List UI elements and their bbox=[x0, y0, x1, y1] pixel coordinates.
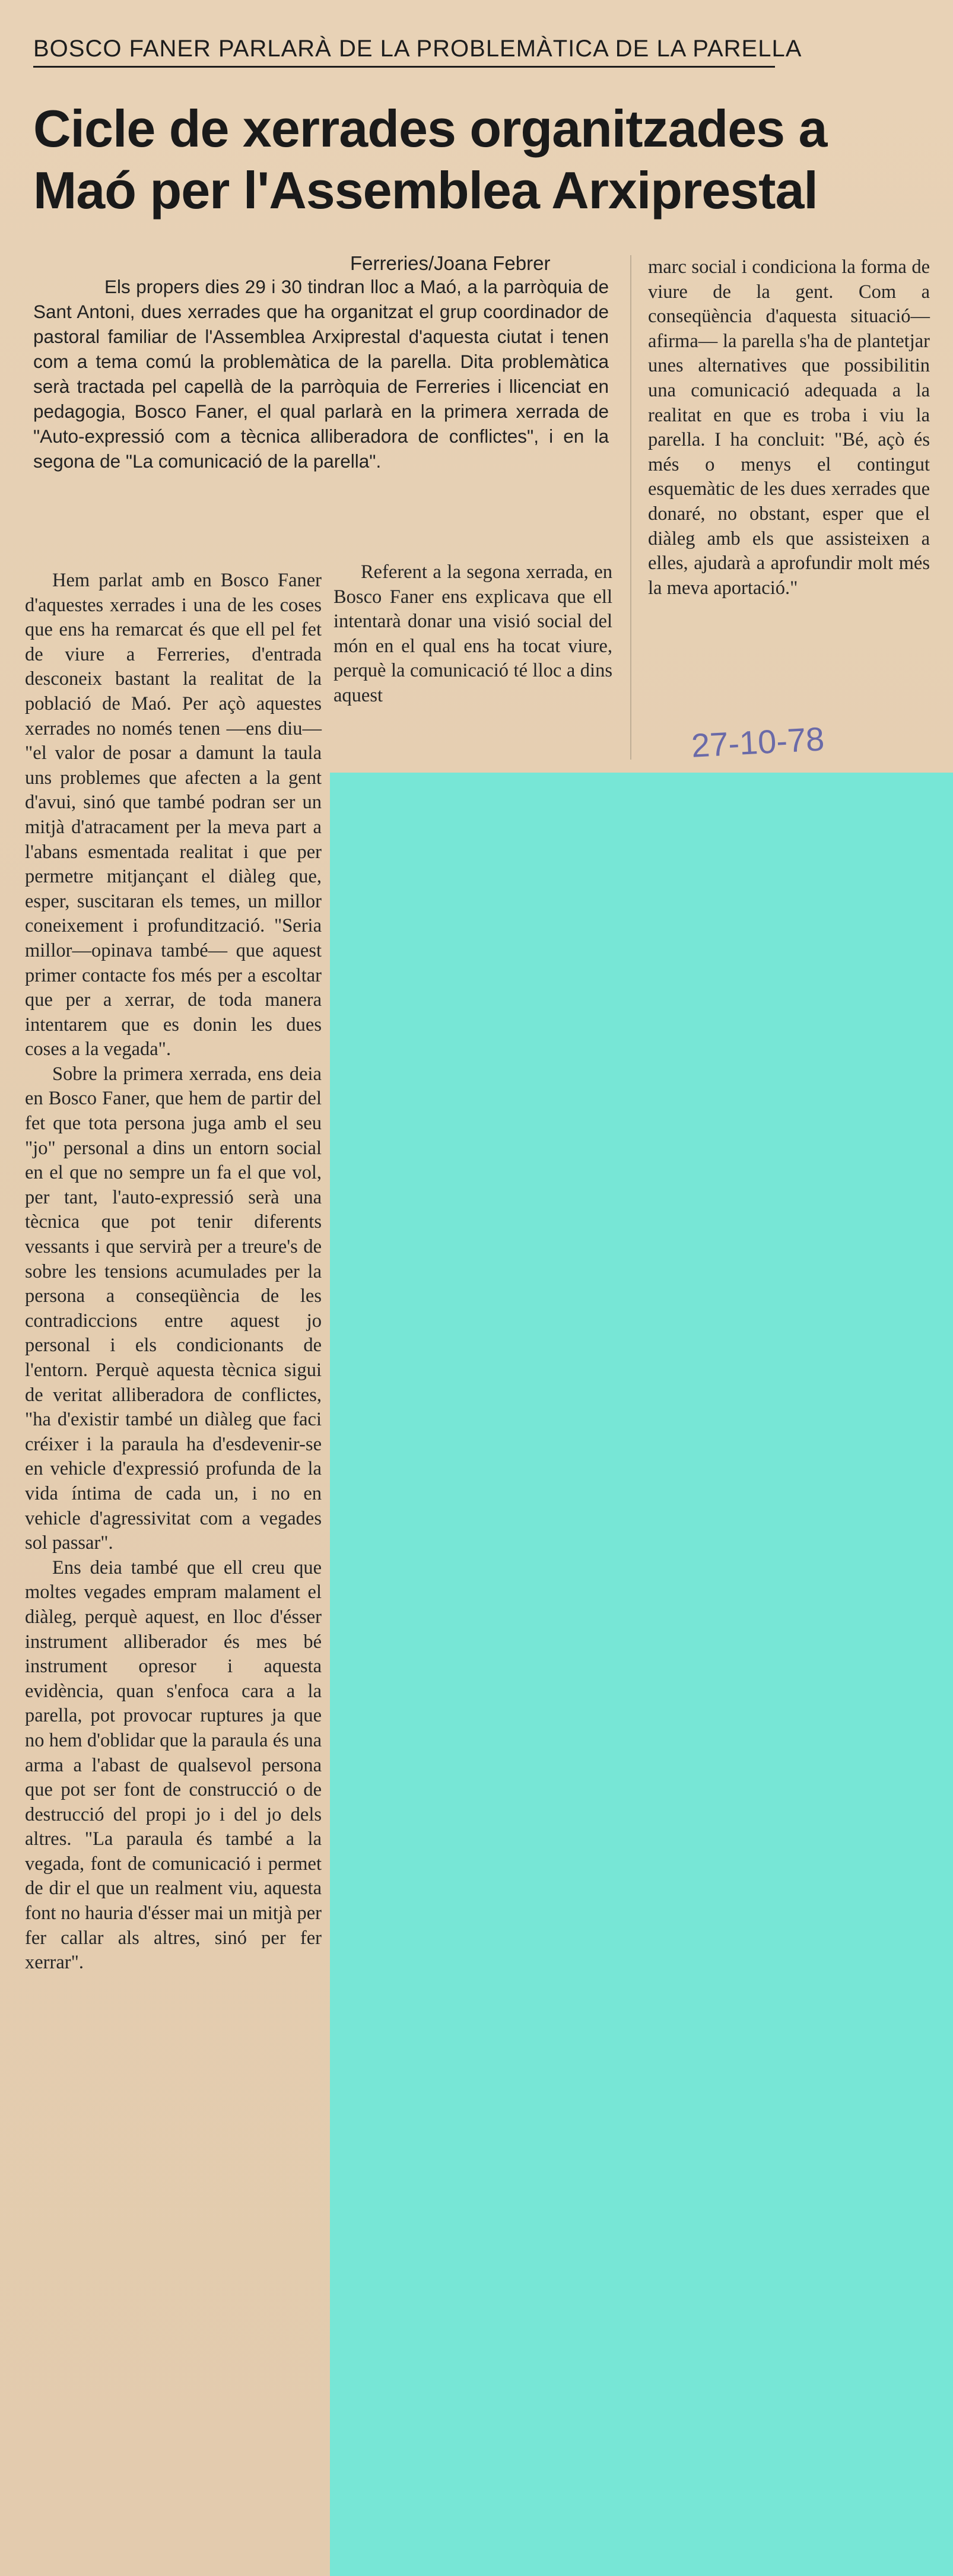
article-headline: Cicle de xerrades organitzades a Maó per l'Assemblea Arxiprestal bbox=[33, 99, 827, 220]
column-1 bbox=[25, 568, 322, 1975]
lead-paragraph bbox=[33, 274, 609, 474]
column-3 bbox=[648, 255, 930, 601]
paragraph: Hem parlat amb en Bosco Faner d'aquestes xerrades i una de les coses que ens ha remarcat és que ell pel fet de viure a Ferreries, d'entrada desconeix bastant la realitat de la població de Maó. Per açò aquestes xerrades no només tenen —ens diu— "el valor de posar a damunt la taula uns problemes que afecten a la gent d'avui, sinó que també podran ser un mitjà d'atracament per la meva part a l'abans esmentada realitat i que per permetre mitjançant el diàleg que, esper, suscitaran els temes, un millor coneixement i profundització. "Seria millor—opinava també— que aquest primer contacte fos més per a escoltar que per a xerrar, de toda manera intentarem que es donin les dues coses a la vegada". bbox=[25, 570, 322, 1060]
blank-teal-area bbox=[330, 773, 953, 2576]
paragraph: Referent a la segona xerrada, en Bosco Faner ens explicava que ell intentarà donar una visió social del món en el qual ens ha tocat viure, perquè la comunicació té lloc a dins aquest bbox=[333, 561, 612, 706]
column-2 bbox=[333, 560, 612, 709]
byline: Ferreries/Joana Febrer bbox=[350, 252, 551, 274]
paragraph: marc social i condiciona la forma de viure de la gent. Com a conseqüència d'aquesta situació—afirma— la parella s'ha de plantetjar unes alternatives que possibilitin una comunicació adequada a la realitat en que es troba i viu la parella. I ha concluit: "Bé, açò és més o menys el contingut esquemàtic de les dues xerrades que donaré, no obstant, esper que el diàleg amb els que assisteixen a elles, ajudarà a aprofundir molt més la meva aportació." bbox=[648, 256, 930, 599]
paragraph: Sobre la primera xerrada, ens deia en Bosco Faner, que hem de partir del fet que tota persona juga amb el seu "jo" personal a dins un entorn social en el que no sempre un fa el que vol, per tant, l'auto-expressió serà una tècnica que pot tenir diferents vessants i que servirà per a treure's de sobre les tensions acumulades per la persona a conseqüència de les contradiccions entre aquest jo personal i els condicionants de l'entorn. Perquè aquesta tècnica sigui de veritat alliberadora de conflictes, "ha d'existir també un diàleg que faci créixer i la paraula ha d'esdevenir-se en vehicle d'expressió profunda de la vida íntima de cada un, i no en vehicle d'agressivitat com a vegades sol passar". bbox=[25, 1063, 322, 1554]
handwritten-date: 27-10-78 bbox=[690, 720, 825, 764]
kicker-headline: BOSCO FANER PARLARÀ DE LA PROBLEMÀTICA DE LA PARELLA bbox=[33, 36, 775, 68]
column-divider bbox=[630, 255, 631, 760]
paragraph: Ens deia també que ell creu que moltes vegades empram malament el diàleg, perquè aquest, en lloc d'ésser instrument alliberador és mes bé instrument opresor i aquesta evidència, quan s'enfoca cara a la parella, pot provocar ruptures ja que no hem d'oblidar que la paraula és una arma a l'abast de qualsevol persona que pot ser font de construcció o de destrucció del propi jo i del jo dels altres. "La paraula és també a la vegada, font de comunicació i permet de dir el que un realment viu, aquesta font no hauria d'ésser mai un mitjà per fer callar als altres, sinó per fer xerrar". bbox=[25, 1557, 322, 1974]
lead-text: Els propers dies 29 i 30 tindran lloc a Maó, a la parròquia de Sant Antoni, dues xerrades que ha organitzat el grup coordinador de pastoral familiar de l'Assemblea Arxiprestal d'aquesta ciutat i tenen com a tema comú la problemàtica de la parella. Dita problemàtica serà tractada pel capellà de la parròquia de Ferreries i llicenciat en pedagogia, Bosco Faner, el qual parlarà en la primera xerrada de "Auto-expressió com a tècnica alliberadora de conflictes", i en la segona de "La comunicació de la parella". bbox=[33, 276, 609, 472]
